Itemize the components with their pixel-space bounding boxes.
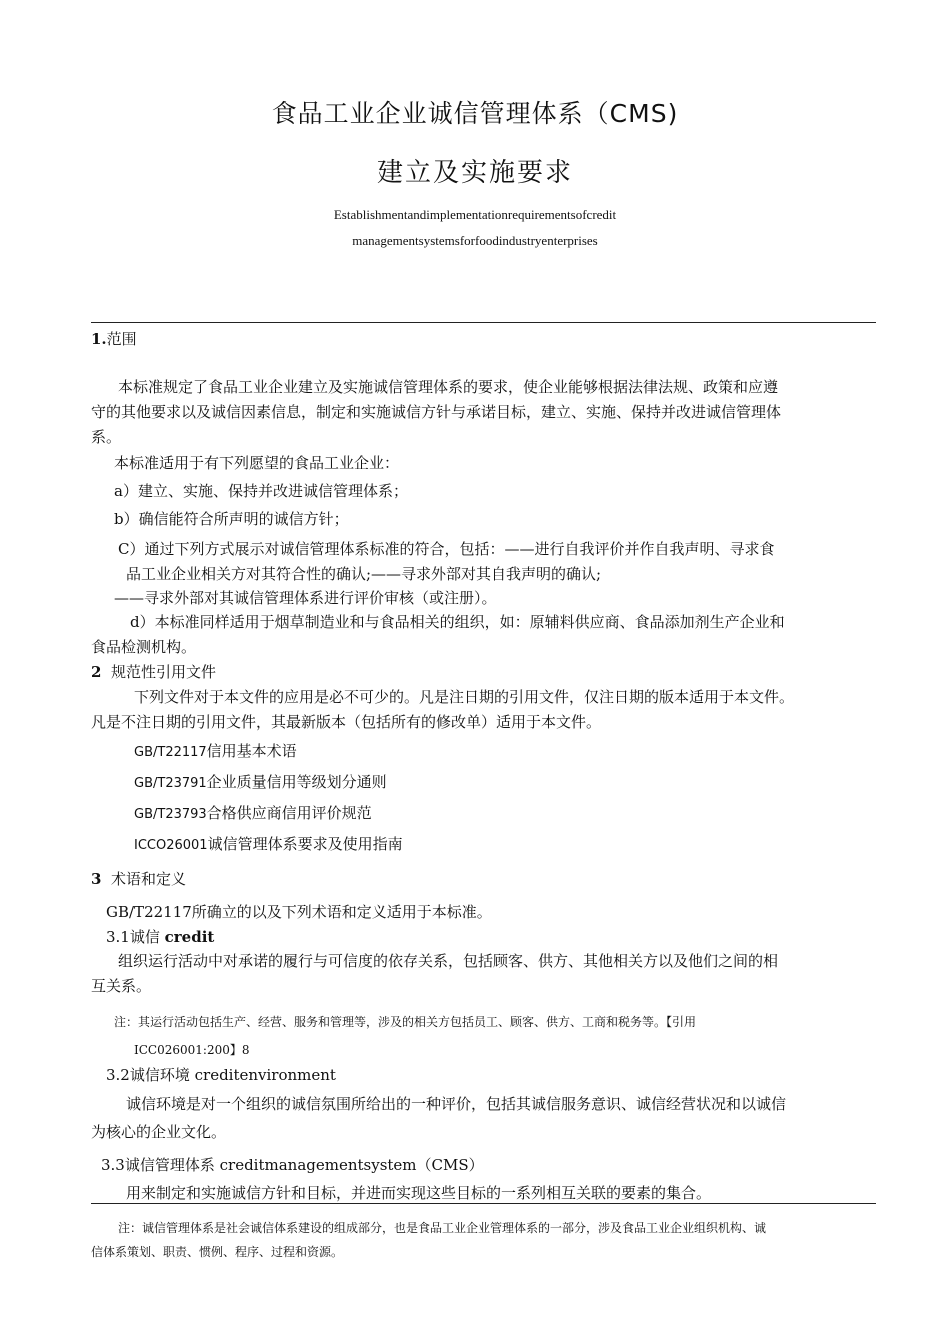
- scope-item-a: a）建立、实施、保持并改进诚信管理体系；: [114, 482, 408, 500]
- term-3-1-english: credit: [164, 928, 215, 946]
- scope-item-d-line-1: d）本标准同样适用于烟草制造业和与食品相关的组织，如：原辅料供应商、食品添加剂生产企业和: [130, 613, 785, 631]
- section-1-heading: [91, 328, 137, 349]
- scope-paragraph-line-3: 系。: [91, 428, 122, 446]
- reference-code: GB/T22117: [134, 745, 207, 760]
- reference-item: [134, 802, 372, 823]
- reference-name: 信用基本术语: [206, 742, 297, 760]
- section-1-title: 范围: [106, 330, 137, 348]
- term-3-2-definition-line-2: 为核心的企业文化。: [91, 1123, 227, 1141]
- term-3-3-note-line-1: 注：诚信管理体系是社会诚信体系建设的组成部分，也是食品工业企业管理体系的一部分，涉及食品工业企业组织机构、诚: [118, 1221, 767, 1235]
- scope-item-b: b）确信能符合所声明的诚信方针；: [114, 510, 349, 528]
- scope-item-c-line-2: 品工业企业相关方对其符合性的确认;——寻求外部对其自我声明的确认;: [126, 565, 602, 583]
- reference-code: GB/T23791: [134, 776, 207, 791]
- footnote-divider: [91, 1203, 876, 1204]
- term-3-1-note-line-2: ICC026001:200】8: [134, 1043, 250, 1057]
- reference-name: 诚信管理体系要求及使用指南: [207, 835, 403, 853]
- term-3-1-label: 3.1诚信: [106, 928, 160, 946]
- references-paragraph-line-1: 下列文件对于本文件的应用是必不可少的。凡是注日期的引用文件，仅注日期的版本适用于本文件。: [134, 688, 795, 706]
- term-3-3-note-line-2: 信体系策划、职责、惯例、程序、过程和资源。: [91, 1245, 344, 1259]
- reference-item: [134, 771, 387, 792]
- reference-name: 合格供应商信用评价规范: [206, 804, 372, 822]
- section-2-number: 2: [91, 663, 102, 681]
- term-3-1-definition-line-1: 组织运行活动中对承诺的履行与可信度的依存关系，包括顾客、供方、其他相关方以及他们之间的相: [118, 952, 779, 970]
- scope-applicability: 本标准适用于有下列愿望的食品工业企业：: [114, 454, 400, 472]
- term-3-2-definition-line-1: 诚信环境是对一个组织的诚信氛围所给出的一种评价，包括其诚信服务意识、诚信经营状况和以诚信: [126, 1095, 787, 1113]
- english-title-line-2: managementsystemsforfoodindustryenterprises: [352, 233, 598, 248]
- term-3-1-definition-line-2: 互关系。: [91, 977, 152, 995]
- scope-item-c-line-3: ——寻求外部对其诚信管理体系进行评价审核（或注册）。: [114, 589, 497, 607]
- section-3-heading: [91, 868, 186, 889]
- section-2-heading: [91, 661, 216, 682]
- header-divider: [91, 322, 876, 323]
- document-title: 食品工业企业诚信管理体系（CMS): [271, 99, 679, 128]
- section-2-title: 规范性引用文件: [110, 663, 216, 681]
- term-3-1-note-line-1: 注：其运行活动包括生产、经营、服务和管理等，涉及的相关方包括员工、顾客、供方、工商和税务等。【引用: [114, 1015, 697, 1029]
- reference-item: [134, 740, 297, 761]
- reference-code: GB/T23793: [134, 807, 207, 822]
- reference-name: 企业质量信用等级划分通则: [206, 773, 387, 791]
- document-subtitle: 建立及实施要求: [376, 158, 573, 188]
- term-3-3-definition: 用来制定和实施诚信方针和目标，并进而实现这些目标的一系列相互关联的要素的集合。: [126, 1184, 712, 1202]
- reference-code: ICCO26001: [134, 838, 208, 853]
- scope-item-d-line-2: 食品检测机构。: [91, 638, 197, 656]
- term-3-2-heading: 3.2诚信环境 creditenvironment: [106, 1066, 336, 1084]
- section-3-title: 术语和定义: [110, 870, 186, 888]
- reference-item: [134, 833, 403, 854]
- section-1-number: 1.: [91, 330, 107, 348]
- term-3-1-heading: [106, 926, 214, 947]
- terms-intro: GB/T22117所确立的以及下列术语和定义适用于本标准。: [106, 903, 492, 921]
- scope-item-c-line-1: C）通过下列方式展示对诚信管理体系标准的符合，包括：——进行自我评价并作自我声明、寻求食: [118, 540, 775, 558]
- term-3-3-heading: 3.3诚信管理体系 creditmanagementsystem（CMS）: [101, 1156, 484, 1174]
- references-paragraph-line-2: 凡是不注日期的引用文件，其最新版本（包括所有的修改单）适用于本文件。: [91, 713, 602, 731]
- scope-paragraph-line-1: 本标准规定了食品工业企业建立及实施诚信管理体系的要求，使企业能够根据法律法规、政策和应遵: [118, 378, 779, 396]
- english-title-line-1: Establishmentandimplementationrequirementsofcredit: [333, 207, 617, 222]
- section-3-number: 3: [91, 870, 102, 888]
- scope-paragraph-line-2: 守的其他要求以及诚信因素信息，制定和实施诚信方针与承诺目标，建立、实施、保持并改进诚信管理体: [91, 403, 782, 421]
